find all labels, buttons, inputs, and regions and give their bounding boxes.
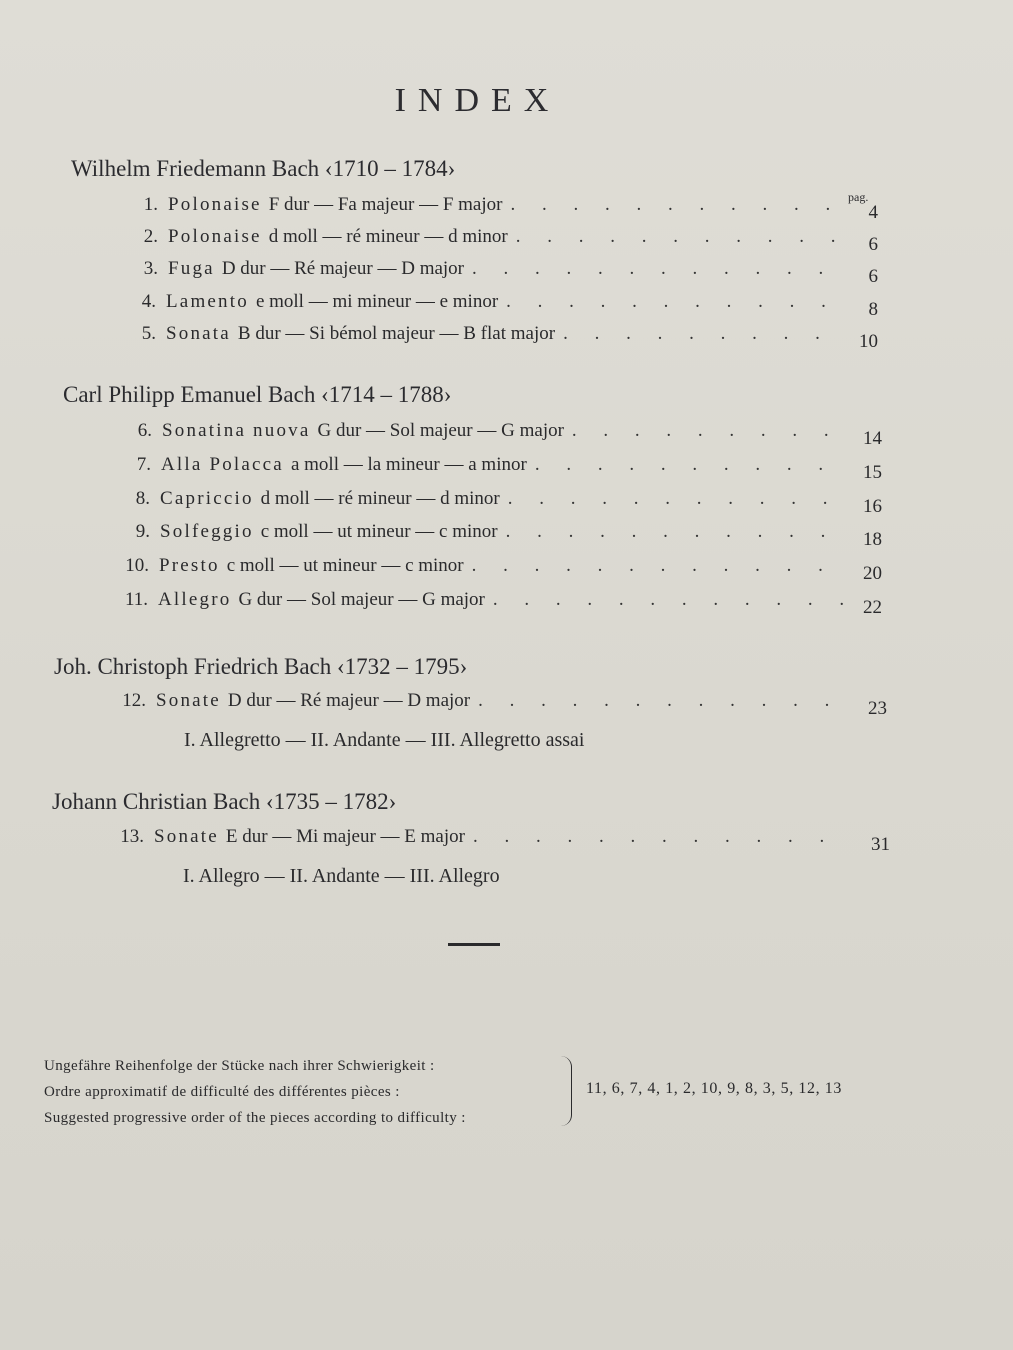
- composer-heading: Joh. Christoph Friedrich Bach ‹1732 – 1795›: [54, 654, 468, 679]
- movements-list: I. Allegretto — II. Andante — III. Allegretto assai: [184, 729, 585, 751]
- entry-page: 6: [868, 234, 878, 255]
- entry-key: B dur — Si bémol majeur — B flat major: [237, 323, 556, 344]
- entry-page: 15: [863, 462, 882, 483]
- leader-dots: [472, 258, 840, 280]
- difficulty-label-de: Ungefähre Reihenfolge der Stücke nach ihrer Schwierigkeit :: [44, 1058, 435, 1074]
- leader-dots: [510, 194, 840, 216]
- index-entry: [143, 258, 878, 288]
- entry-number: 11.: [124, 589, 148, 610]
- entry-title: Polonaise: [168, 194, 262, 215]
- entry-number: 9.: [135, 521, 150, 542]
- entry-key: a moll — la mineur — a minor: [290, 454, 527, 475]
- entry-page: 6: [868, 266, 878, 287]
- entry-key: d moll — ré mineur — d minor: [260, 488, 500, 509]
- entry-title: Sonatina nuova: [162, 420, 311, 441]
- entry-key: e moll — mi mineur — e minor: [255, 291, 499, 312]
- entry-title: Lamento: [166, 291, 249, 312]
- entry-title: Sonata: [166, 323, 231, 344]
- leader-dots: [535, 454, 844, 476]
- entry-title: Sonate: [156, 690, 221, 711]
- entry-page: 10: [859, 331, 878, 352]
- entry-key: c moll — ut mineur — c minor: [260, 521, 498, 542]
- entry-page: 22: [863, 597, 882, 618]
- entry-title: Solfeggio: [160, 521, 254, 542]
- entry-page: 14: [863, 428, 882, 449]
- difficulty-label-en: Suggested progressive order of the pieces according to difficulty :: [44, 1110, 466, 1126]
- entry-number: 13.: [120, 826, 144, 847]
- index-entry: [141, 291, 878, 321]
- composer-heading: Johann Christian Bach ‹1735 – 1782›: [52, 789, 397, 814]
- entry-number: 4.: [141, 291, 156, 312]
- entry-title: Alla Polacca: [161, 454, 284, 475]
- entry-number: 10.: [125, 555, 149, 576]
- brace: [561, 1056, 572, 1126]
- entry-number: 12.: [122, 690, 146, 711]
- entry-page: 16: [863, 496, 882, 517]
- entry-number: 2.: [143, 226, 158, 247]
- index-entry: [135, 488, 882, 518]
- entry-title: Presto: [159, 555, 220, 576]
- entry-key: D dur — Ré majeur — D major: [221, 258, 465, 279]
- entry-page: 20: [863, 563, 882, 584]
- entry-key: d moll — ré mineur — d minor: [268, 226, 508, 247]
- entry-page: 4: [868, 202, 878, 223]
- entry-title: Fuga: [168, 258, 215, 279]
- index-entry: [143, 226, 878, 256]
- entry-key: D dur — Ré majeur — D major: [227, 690, 471, 711]
- entry-page: 23: [868, 698, 887, 719]
- section-divider: [448, 943, 500, 946]
- leader-dots: [563, 323, 840, 345]
- leader-dots: [493, 589, 844, 611]
- entry-title: Sonate: [154, 826, 219, 847]
- leader-dots: [516, 226, 840, 248]
- entry-number: 1.: [143, 194, 158, 215]
- entry-number: 8.: [135, 488, 150, 509]
- difficulty-labels: [44, 1053, 466, 1131]
- entry-title: Capriccio: [160, 488, 254, 509]
- entry-key: F dur — Fa majeur — F major: [268, 194, 503, 215]
- page-column-label: pag.: [848, 190, 869, 204]
- index-entry: [136, 454, 882, 484]
- movements-list: I. Allegro — II. Andante — III. Allegro: [183, 865, 500, 887]
- composer-heading: Wilhelm Friedemann Bach ‹1710 – 1784›: [71, 156, 456, 181]
- leader-dots: [572, 420, 844, 442]
- entry-number: 7.: [136, 454, 151, 475]
- entry-page: 18: [863, 529, 882, 550]
- difficulty-order: 11, 6, 7, 4, 1, 2, 10, 9, 8, 3, 5, 12, 13: [586, 1080, 843, 1097]
- entry-key: G dur — Sol majeur — G major: [238, 589, 485, 610]
- composer-heading: Carl Philipp Emanuel Bach ‹1714 – 1788›: [63, 382, 452, 407]
- page-title: INDEX: [394, 82, 561, 119]
- index-entry: [137, 420, 882, 450]
- leader-dots: [472, 555, 844, 577]
- entry-page: 31: [871, 834, 890, 855]
- difficulty-label-fr: Ordre approximatif de difficulté des différentes pièces :: [44, 1084, 400, 1100]
- leader-dots: [478, 690, 849, 712]
- index-entry: [141, 323, 878, 353]
- entry-number: 3.: [143, 258, 158, 279]
- entry-title: Allegro: [158, 589, 232, 610]
- index-entry: [122, 690, 887, 720]
- entry-key: G dur — Sol majeur — G major: [317, 420, 564, 441]
- leader-dots: [508, 488, 844, 510]
- entry-page: 8: [868, 299, 878, 320]
- entry-number: 5.: [141, 323, 156, 344]
- leader-dots: [506, 521, 844, 543]
- entry-key: E dur — Mi majeur — E major: [225, 826, 465, 847]
- index-entry: [125, 555, 882, 585]
- index-entry: [135, 521, 882, 551]
- entry-key: c moll — ut mineur — c minor: [226, 555, 464, 576]
- leader-dots: [506, 291, 840, 313]
- entry-title: Polonaise: [168, 226, 262, 247]
- index-entry: [120, 826, 890, 856]
- entry-number: 6.: [137, 420, 152, 441]
- index-entry: [124, 589, 882, 619]
- index-entry: [143, 194, 878, 224]
- leader-dots: [473, 826, 852, 848]
